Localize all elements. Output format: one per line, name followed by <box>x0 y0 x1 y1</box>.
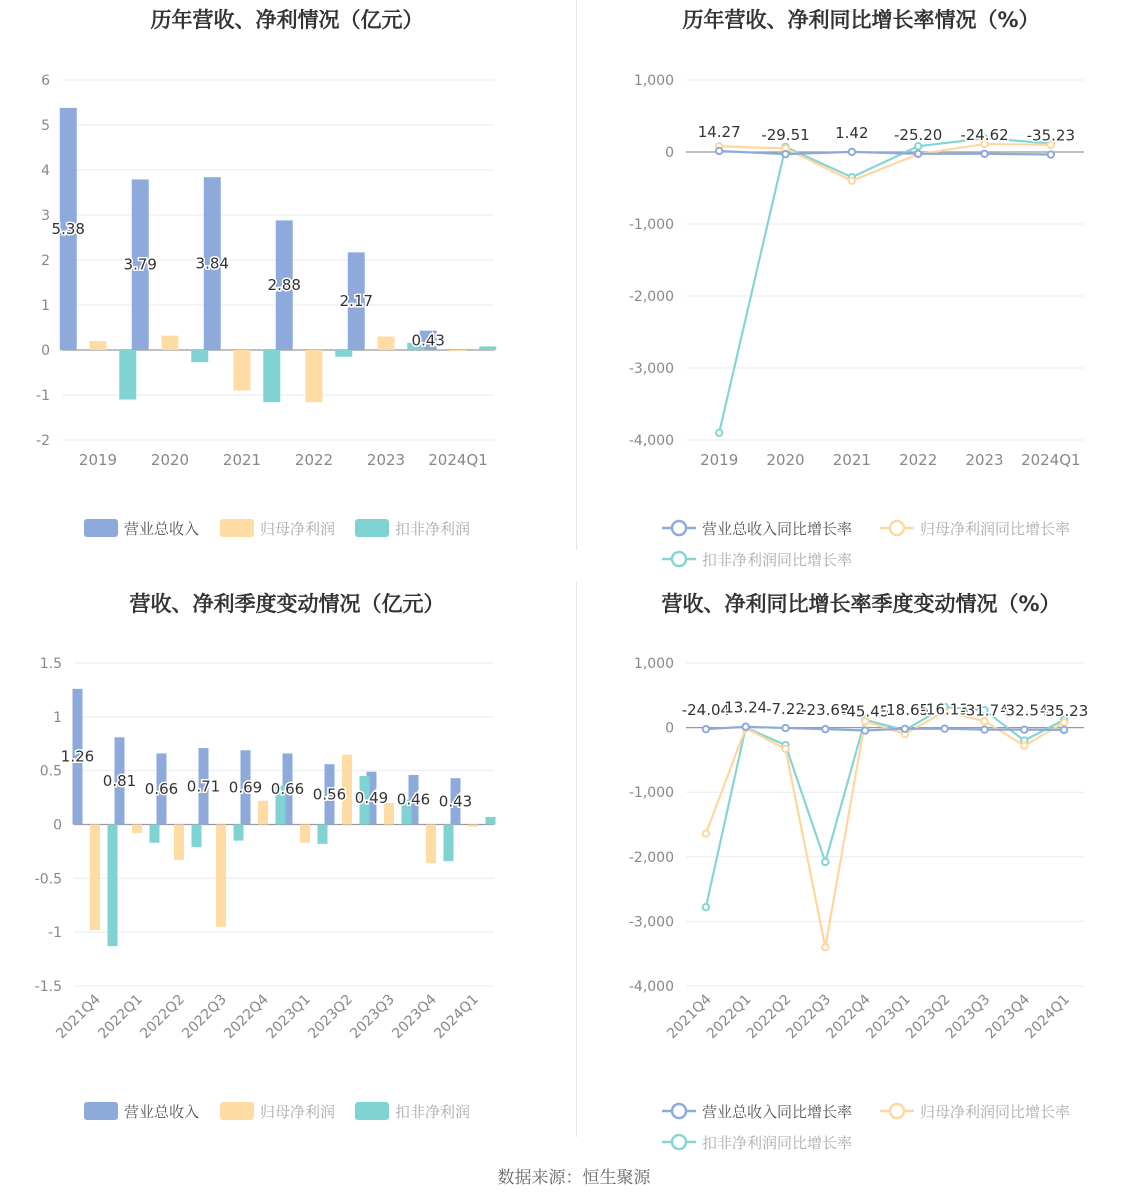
y-tick-label: 3 <box>41 208 50 224</box>
x-tick-label: 2024Q1 <box>428 451 488 469</box>
line-point <box>782 746 788 752</box>
bar-value-label: 0.69 <box>228 778 263 797</box>
legend-label: 扣非净利润同比增长率 <box>702 1134 853 1152</box>
line-point <box>981 151 987 157</box>
vertical-divider-bottom <box>576 582 577 1137</box>
bar-value-label: 3.84 <box>195 254 229 273</box>
x-tick-label: 2022Q1 <box>95 991 146 1043</box>
y-tick-label: 0 <box>665 720 674 737</box>
y-tick-label: 1 <box>53 709 62 726</box>
legend-marker <box>672 1135 686 1149</box>
x-tick-label: 2020 <box>766 451 805 469</box>
x-tick-label: 2023Q4 <box>982 991 1034 1043</box>
chart-title: 营收、净利季度变动情况（亿元） <box>129 592 445 616</box>
line-point <box>942 725 948 731</box>
legend-marker <box>672 521 686 535</box>
line-point <box>981 726 987 732</box>
chart-title: 营收、净利同比增长率季度变动情况（%） <box>661 592 1061 616</box>
bar <box>108 825 118 947</box>
legend-label: 扣非净利润 <box>395 520 471 538</box>
x-tick-label: 2022 <box>899 451 938 469</box>
x-tick-label: 2023Q2 <box>902 991 954 1043</box>
y-tick-label: -1 <box>48 925 62 942</box>
y-tick-label: -1 <box>36 388 50 404</box>
y-tick-label: 5 <box>41 118 50 134</box>
line-point <box>743 724 749 730</box>
x-tick-label: 2023 <box>366 451 406 469</box>
y-tick-label: -1.5 <box>34 979 62 995</box>
line-point <box>703 830 709 836</box>
line-point <box>1061 719 1067 725</box>
line-value-label: -18.65 <box>880 700 930 719</box>
bar <box>216 825 226 927</box>
line-point <box>782 725 788 731</box>
legend-label: 营业总收入同比增长率 <box>702 520 853 538</box>
line-point <box>822 944 828 950</box>
annual-revenue-profit-chart <box>0 0 574 560</box>
x-tick-label: 2024Q1 <box>1021 451 1081 469</box>
bar-value-label: 3.79 <box>123 255 157 274</box>
line-value-label: -31.74 <box>960 701 1009 720</box>
x-tick-label: 2022Q2 <box>137 991 188 1043</box>
line-value-label: -45.45 <box>840 702 890 721</box>
bar <box>191 350 208 362</box>
line-value-label: 1.42 <box>835 123 869 142</box>
x-tick-label: 2023Q4 <box>389 991 440 1043</box>
bar <box>162 336 179 350</box>
line-value-label: -35.23 <box>1039 701 1089 720</box>
line-point <box>1021 742 1027 748</box>
line-value-label: -35.23 <box>1026 126 1076 145</box>
legend-marker <box>672 1104 686 1118</box>
bar-value-label: 2.17 <box>339 292 373 311</box>
legend-label: 归母净利润同比增长率 <box>920 1103 1071 1121</box>
line-value-label: -29.51 <box>761 126 810 145</box>
x-tick-label: 2020 <box>150 451 190 469</box>
legend-swatch <box>355 1102 389 1120</box>
y-tick-label: 1.5 <box>39 656 62 672</box>
legend-label: 归母净利润 <box>260 520 336 538</box>
bar-value-label: 0.43 <box>438 792 473 811</box>
legend-label: 扣非净利润同比增长率 <box>702 551 853 569</box>
bar <box>479 346 496 350</box>
line-point <box>703 904 709 910</box>
x-tick-label: 2024Q1 <box>431 991 482 1043</box>
bar <box>174 825 184 861</box>
bar-value-label: 0.46 <box>396 790 431 809</box>
bar <box>468 825 478 827</box>
x-tick-label: 2023 <box>965 451 1004 469</box>
legend-label: 营业总收入 <box>124 1103 200 1121</box>
legend-label: 扣非净利润 <box>395 1103 471 1121</box>
quarterly-revenue-profit-svg <box>0 580 574 1140</box>
bar <box>234 350 251 391</box>
annual-growth-rate-svg <box>574 0 1148 569</box>
x-tick-label: 2019 <box>700 451 739 469</box>
line-point <box>782 151 788 157</box>
line-point <box>862 727 868 733</box>
y-tick-label: -1,000 <box>628 217 674 233</box>
legend-marker <box>890 1104 904 1118</box>
bar <box>335 350 352 357</box>
y-tick-label: 1,000 <box>633 656 674 672</box>
line-point <box>703 726 709 732</box>
line-point <box>822 859 828 865</box>
legend-label: 营业总收入 <box>124 520 200 538</box>
bar <box>318 825 328 844</box>
line-point <box>1061 727 1067 733</box>
bar <box>306 350 323 402</box>
x-tick-label: 2022Q3 <box>783 991 835 1043</box>
bar <box>192 825 202 848</box>
annual-growth-rate-chart <box>574 0 1148 569</box>
line-value-label: 13.24 <box>724 698 768 717</box>
y-tick-label: -1,000 <box>628 785 674 802</box>
line-value-label: -25.20 <box>893 125 943 144</box>
series-line <box>706 711 1064 947</box>
y-tick-label: 0 <box>41 343 50 359</box>
bar <box>258 801 268 825</box>
y-tick-label: -0.5 <box>34 871 62 888</box>
data-source: 数据来源：恒生聚源 <box>497 1168 651 1188</box>
x-tick-label: 2021Q4 <box>664 991 715 1043</box>
legend-label: 归母净利润 <box>260 1103 336 1121</box>
y-tick-label: -3,000 <box>628 361 674 377</box>
x-tick-label: 2022Q4 <box>823 991 874 1043</box>
legend-label: 营业总收入同比增长率 <box>702 1103 853 1121</box>
line-point <box>716 430 722 436</box>
vertical-divider-top <box>576 0 577 550</box>
legend-swatch <box>355 519 389 537</box>
bar <box>486 817 496 825</box>
bar <box>90 341 107 350</box>
y-tick-label: -3,000 <box>628 914 674 931</box>
x-tick-label: 2022Q1 <box>703 991 755 1043</box>
x-tick-label: 2023Q1 <box>863 991 914 1043</box>
line-point <box>1048 151 1054 157</box>
x-tick-label: 2023Q1 <box>263 991 314 1043</box>
bar <box>150 825 160 843</box>
y-tick-label: -2 <box>36 433 50 449</box>
bar-value-label: 0.71 <box>186 777 221 796</box>
x-tick-label: 2023Q2 <box>305 991 356 1043</box>
x-tick-label: 2022Q4 <box>221 991 272 1043</box>
legend-marker <box>672 552 686 566</box>
line-point <box>849 149 855 155</box>
bar-value-label: 2.88 <box>267 276 301 295</box>
x-tick-label: 2021Q4 <box>53 991 104 1043</box>
bar <box>234 825 244 841</box>
bar <box>444 825 454 862</box>
legend-swatch <box>220 1102 254 1120</box>
line-point <box>915 151 921 157</box>
bar-value-label: 0.81 <box>102 771 137 790</box>
bar-value-label: 1.26 <box>60 747 95 766</box>
bar-value-label: 0.66 <box>144 779 179 798</box>
legend-swatch <box>220 519 254 537</box>
bar-value-label: 0.56 <box>312 785 347 804</box>
line-value-label: -24.62 <box>960 125 1009 144</box>
bar-value-label: 0.43 <box>411 331 445 350</box>
bar <box>119 350 136 400</box>
line-point <box>716 148 722 154</box>
bar-value-label: 0.49 <box>354 789 389 808</box>
x-tick-label: 2022Q3 <box>179 991 230 1043</box>
x-tick-label: 2021 <box>222 451 262 469</box>
y-tick-label: -4,000 <box>628 433 674 449</box>
y-tick-label: 2 <box>41 253 50 269</box>
bar <box>300 825 310 843</box>
bar-value-label: 5.38 <box>51 219 85 238</box>
y-tick-label: -2,000 <box>628 849 674 866</box>
annual-revenue-profit-svg <box>0 0 574 560</box>
chart-title: 历年营收、净利同比增长率情况（%） <box>682 8 1040 32</box>
line-value-label: -7.22 <box>766 700 805 719</box>
legend-swatch <box>84 519 118 537</box>
bar <box>378 337 395 351</box>
x-tick-label: 2023Q3 <box>942 991 994 1043</box>
line-point <box>902 726 908 732</box>
y-tick-label: -2,000 <box>628 289 674 305</box>
y-tick-label: 0 <box>53 817 62 834</box>
line-point <box>849 178 855 184</box>
line-value-label: -16.13 <box>920 700 969 719</box>
x-tick-label: 2022Q2 <box>743 991 795 1043</box>
chart-title: 历年营收、净利情况（亿元） <box>150 8 424 32</box>
y-tick-label: 0 <box>665 145 674 161</box>
series-line <box>719 138 1051 432</box>
line-value-label: -32.54 <box>1000 701 1049 720</box>
legend-label: 归母净利润同比增长率 <box>920 520 1071 538</box>
x-tick-label: 2022 <box>294 451 334 469</box>
line-point <box>1021 727 1027 733</box>
x-tick-label: 2024Q1 <box>1022 991 1073 1043</box>
line-value-label: 14.27 <box>697 122 741 141</box>
bar <box>263 350 280 402</box>
quarterly-growth-rate-chart <box>574 580 1148 1152</box>
y-tick-label: 6 <box>41 73 50 89</box>
y-tick-label: 1,000 <box>633 73 674 89</box>
bar <box>132 825 142 834</box>
x-tick-label: 2023Q3 <box>347 991 398 1043</box>
line-point <box>915 143 921 149</box>
quarterly-revenue-profit-chart <box>0 580 574 1140</box>
line-value-label: -24.04 <box>681 701 731 720</box>
y-tick-label: 1 <box>41 298 50 314</box>
line-point <box>822 726 828 732</box>
bar-value-label: 0.66 <box>270 779 305 798</box>
bar <box>450 350 467 351</box>
x-tick-label: 2021 <box>832 451 871 469</box>
x-tick-label: 2019 <box>78 451 118 469</box>
line-value-label: -23.68 <box>801 701 850 720</box>
quarterly-growth-rate-svg <box>574 580 1148 1152</box>
bar <box>426 825 436 864</box>
y-tick-label: 4 <box>41 163 50 179</box>
legend-swatch <box>84 1102 118 1120</box>
bar <box>90 825 100 931</box>
legend-marker <box>890 521 904 535</box>
y-tick-label: -4,000 <box>628 979 674 995</box>
y-tick-label: 0.5 <box>39 763 62 780</box>
